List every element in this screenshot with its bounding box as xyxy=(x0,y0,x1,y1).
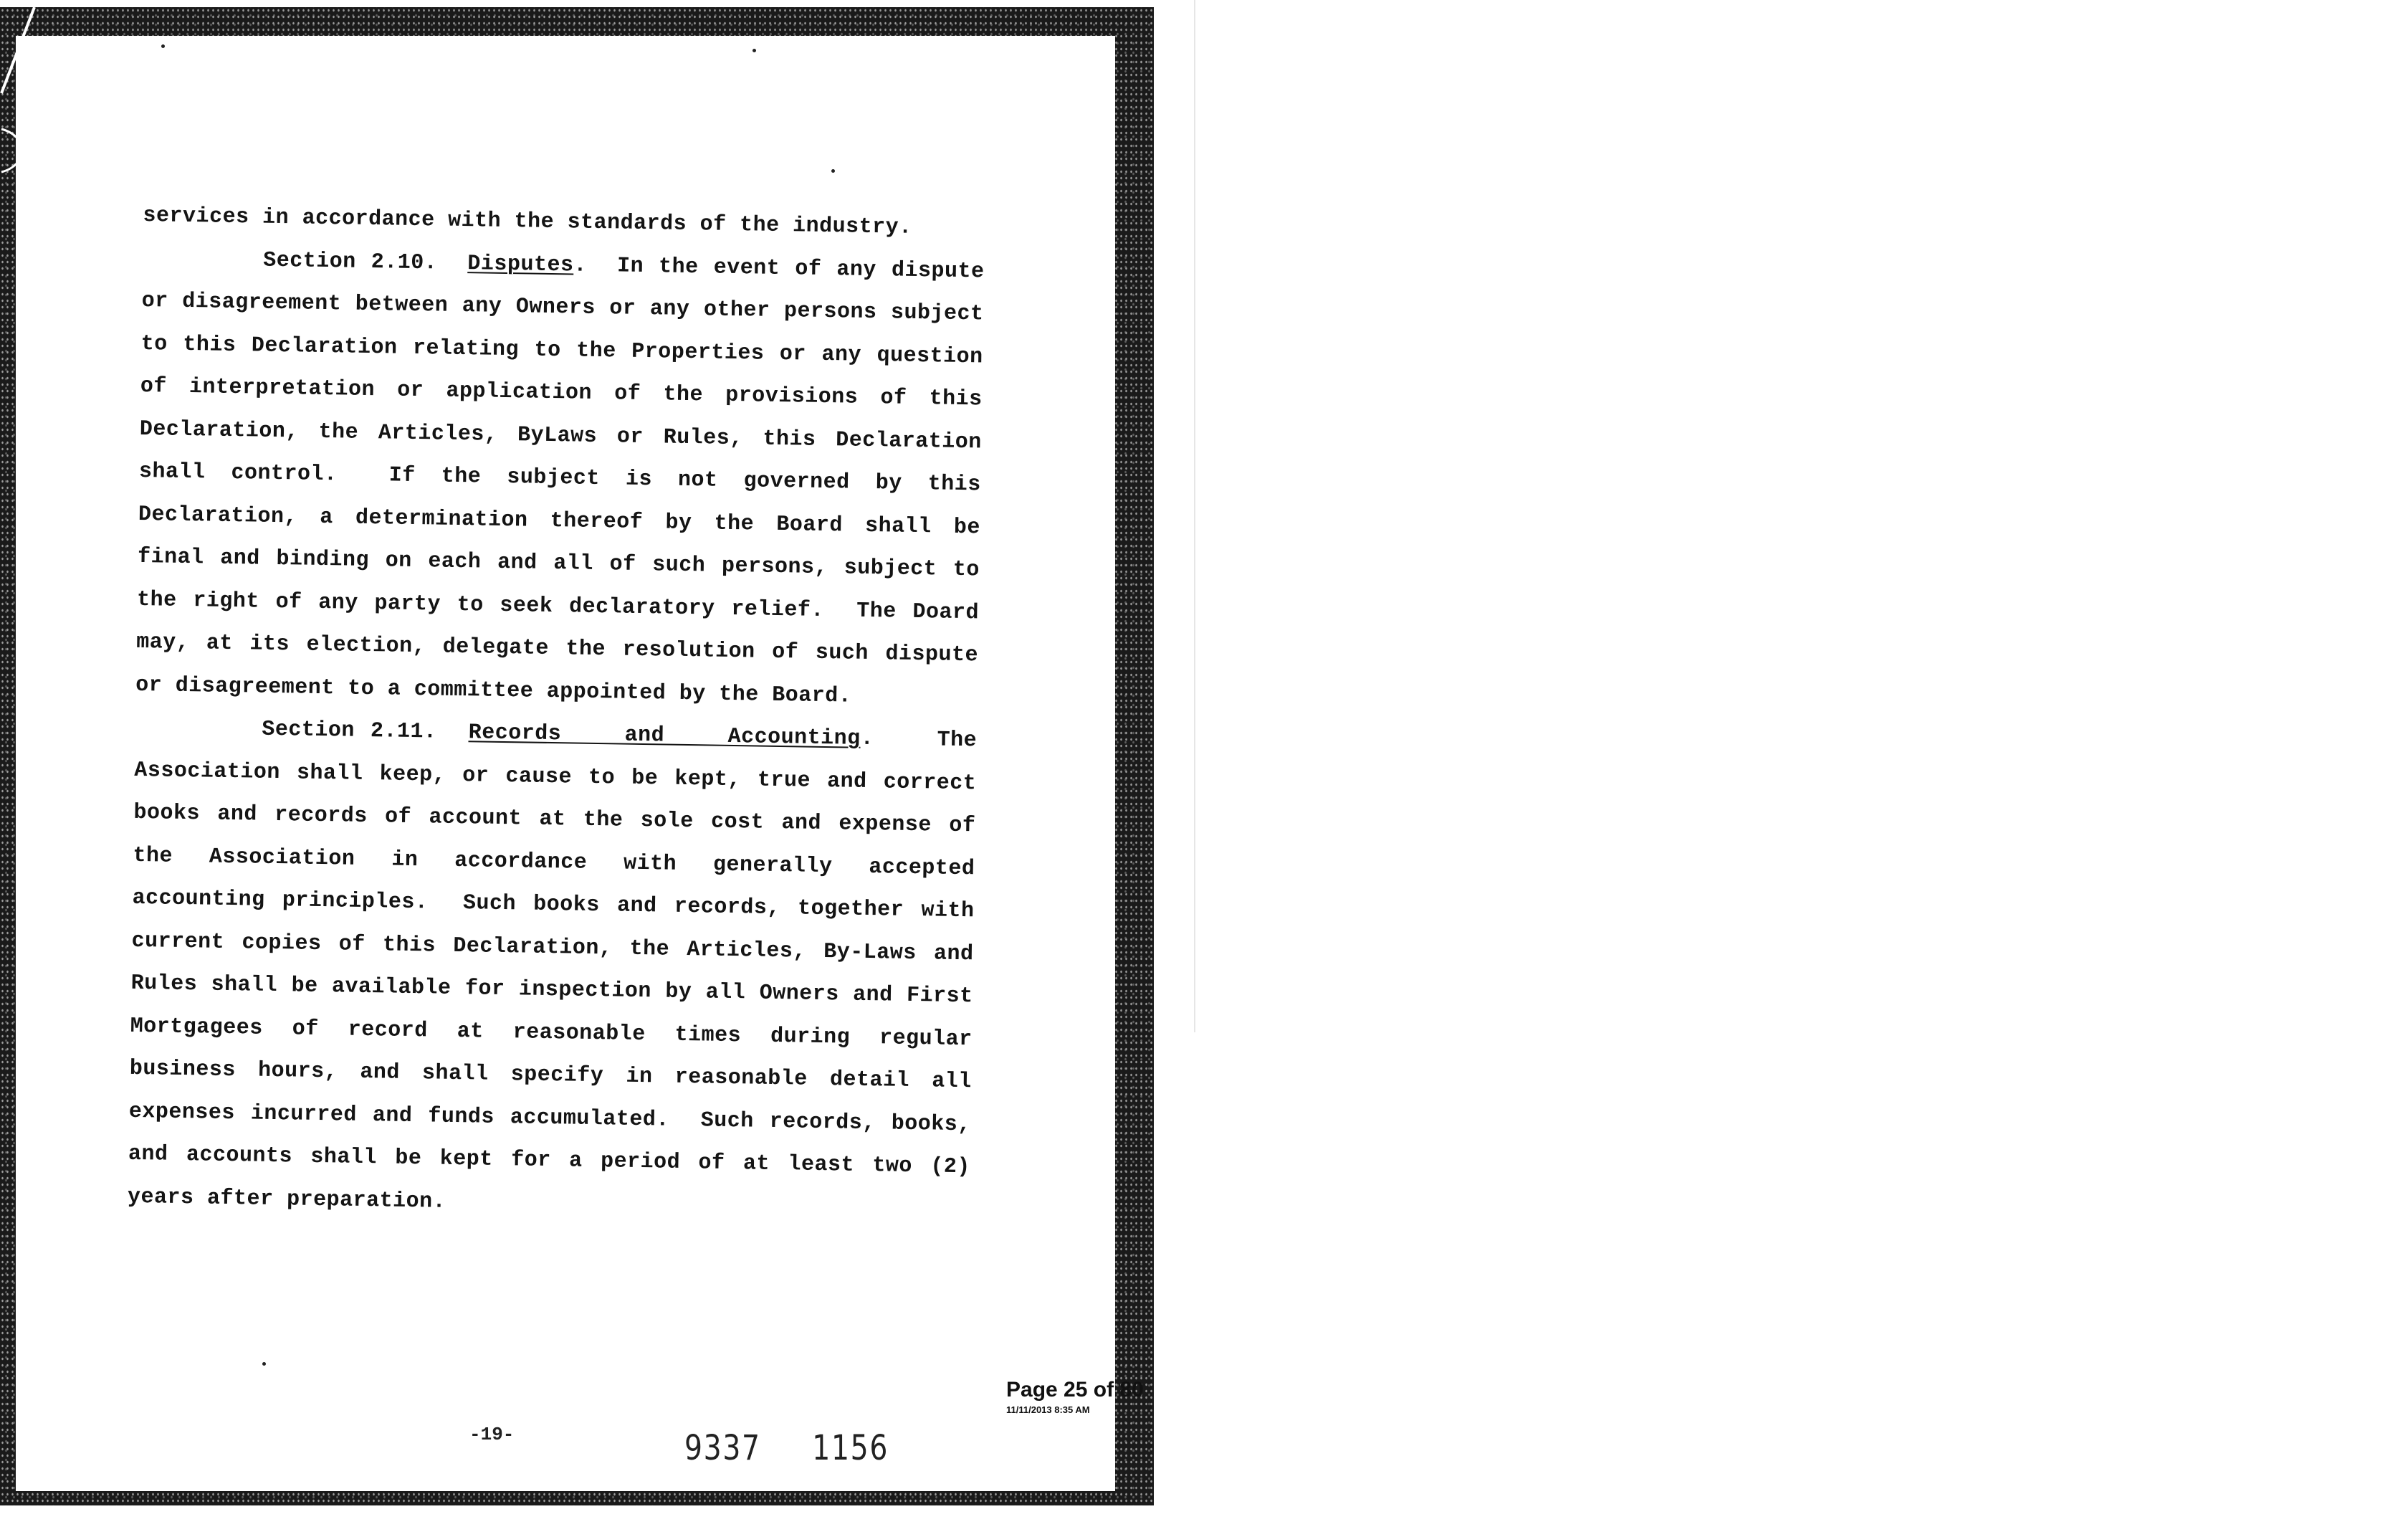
text-run: services in accordance with the standards of the industry. xyxy=(143,203,912,240)
text-run: Rules shall be available for inspection by all Owners and First xyxy=(130,971,973,1009)
document-body-text xyxy=(128,195,985,1232)
text-run: Declaration, the Articles, ByLaws or Rules, this Declaration xyxy=(139,417,982,455)
text-run: books and records of account at the sole cost and expense of xyxy=(133,800,976,839)
stamp-datetime: 11/11/2013 8:35 AM xyxy=(1006,1404,1090,1415)
text-run: Declaration, a determination thereof by the Board shall be xyxy=(138,502,981,540)
section-heading: Disputes xyxy=(467,251,574,277)
scan-speck xyxy=(262,1362,266,1366)
page-number: -19- xyxy=(469,1424,515,1445)
text-run: and accounts shall be kept for a period of at least two (2) xyxy=(128,1141,971,1180)
text-run: Section 2.11. xyxy=(135,715,469,746)
text-run: Section 2.10. xyxy=(142,246,468,276)
recording-stamp xyxy=(1006,1378,1144,1417)
text-run: accounting principles. Such books and records, together with xyxy=(132,885,975,924)
page-divider xyxy=(1194,0,1195,1032)
stamp-page-label: Page 25 of 80 xyxy=(1006,1378,1144,1402)
text-run: expenses incurred and funds accumulated. Such records, books, xyxy=(128,1099,972,1137)
text-run: Association shall keep, or cause to be kept, true and correct xyxy=(134,758,977,796)
text-run: may, at its election, delegate the resolution of such dispute xyxy=(135,629,979,668)
text-run: business hours, and shall specify in reasonable detail all xyxy=(129,1056,972,1095)
book-page-reference: 9337 1156 xyxy=(684,1428,889,1468)
scan-speck xyxy=(752,49,756,52)
text-run: . In the event of any dispute xyxy=(573,252,985,284)
text-run: or disagreement to a committee appointed by the Board. xyxy=(135,672,852,709)
text-run: years after preparation. xyxy=(127,1184,446,1214)
text-run: shall control. If the subject is not governed by this xyxy=(138,459,982,498)
scan-speck xyxy=(831,169,835,173)
text-run: of interpretation or application of the provisions of this xyxy=(140,373,983,412)
scan-speck xyxy=(161,44,165,48)
text-run: . The xyxy=(860,726,978,753)
text-run: the Association in accordance with generally accepted xyxy=(133,843,975,881)
text-run: the right of any party to seek declaratory relief. The Doard xyxy=(136,587,980,625)
section-heading: Records and Accounting xyxy=(468,720,861,751)
corner-scratch-mark xyxy=(0,7,43,179)
text-run: Mortgagees of record at reasonable times during regular xyxy=(130,1014,973,1052)
text-run: or disagreement between any Owners or any other persons subject xyxy=(141,288,984,327)
text-run: final and binding on each and all of such persons, subject to xyxy=(137,544,980,583)
text-run: current copies of this Declaration, the Articles, By-Laws and xyxy=(131,928,974,966)
text-run: to this Declaration relating to the Properties or any question xyxy=(140,331,983,369)
